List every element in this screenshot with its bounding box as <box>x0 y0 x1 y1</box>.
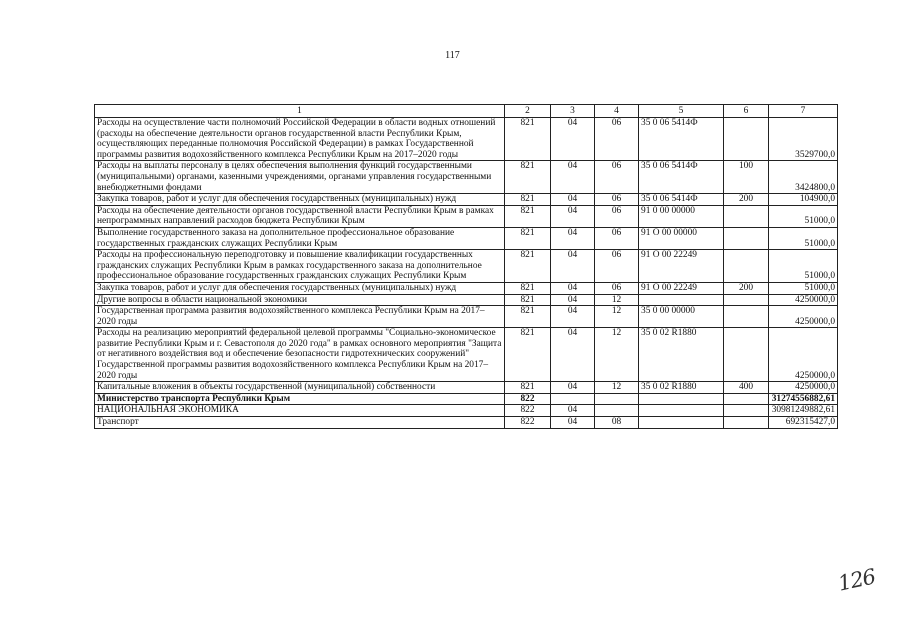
handwritten-page-note: 126 <box>835 564 878 596</box>
table-row <box>95 205 838 227</box>
amount-cell: 3424800,0 <box>769 161 838 194</box>
grbs-code-cell: 822 <box>505 405 551 417</box>
subsection-code-cell: 06 <box>595 161 639 194</box>
expense-type-cell: 100 <box>724 161 769 194</box>
row-name-cell: Закупка товаров, работ и услуг для обеспечения государственных (муниципальных) нужд <box>95 194 505 206</box>
section-code-cell: 04 <box>551 294 595 306</box>
table-row <box>95 227 838 249</box>
row-name-cell: Расходы на осуществление части полномочий Российской Федерации в области водных отношений (расходы на обеспечение деятельности органов государственной власти Республики Крым, осуществляющих переданные полномочия Российской Федерации) в рамках Государственной программы развития водохозяйственного комплекса Республики Крым на 2017–2020 годы <box>95 118 505 161</box>
target-article-cell: 35 0 06 5414Ф <box>639 161 724 194</box>
row-name-cell: Другие вопросы в области национальной экономики <box>95 294 505 306</box>
amount-cell: 51000,0 <box>769 250 838 283</box>
target-article-cell: 91 0 00 00000 <box>639 205 724 227</box>
expense-type-cell <box>724 294 769 306</box>
grbs-code-cell: 821 <box>505 328 551 382</box>
expense-type-cell <box>724 227 769 249</box>
section-code-cell: 04 <box>551 405 595 417</box>
section-code-cell: 04 <box>551 227 595 249</box>
table-row <box>95 250 838 283</box>
column-header: 1 <box>95 105 505 118</box>
row-name-cell: Расходы на обеспечение деятельности органов государственной власти Республики Крым в рамках непрограммных направлений расходов бюджета Республики Крым <box>95 205 505 227</box>
grbs-code-cell: 821 <box>505 205 551 227</box>
expense-type-cell <box>724 417 769 429</box>
section-code-cell: 04 <box>551 328 595 382</box>
grbs-code-cell: 821 <box>505 118 551 161</box>
target-article-cell: 35 0 00 00000 <box>639 306 724 328</box>
expense-type-cell: 200 <box>724 282 769 294</box>
row-name-cell: Расходы на профессиональную переподготовку и повышение квалификации государственных гражданских служащих Республики Крым в рамках государственного заказа на дополнительное профессиональное образование государственных гражданских служащих Республики Крым <box>95 250 505 283</box>
expense-type-cell: 200 <box>724 194 769 206</box>
grbs-code-cell: 821 <box>505 227 551 249</box>
subsection-code-cell: 12 <box>595 328 639 382</box>
subsection-code-cell: 12 <box>595 382 639 394</box>
section-code-cell: 04 <box>551 250 595 283</box>
expense-type-cell <box>724 328 769 382</box>
row-name-cell: Расходы на выплаты персоналу в целях обеспечения выполнения функций государственными (муниципальными) органами, казенными учреждениями, органами управления государственными внебюджетными фондами <box>95 161 505 194</box>
subsection-code-cell <box>595 405 639 417</box>
amount-cell: 4250000,0 <box>769 306 838 328</box>
subsection-code-cell <box>595 393 639 405</box>
section-code-cell: 04 <box>551 161 595 194</box>
expense-type-cell: 400 <box>724 382 769 394</box>
table-row <box>95 161 838 194</box>
target-article-cell <box>639 417 724 429</box>
grbs-code-cell: 821 <box>505 194 551 206</box>
subsection-code-cell: 06 <box>595 194 639 206</box>
target-article-cell: 35 0 06 5414Ф <box>639 118 724 161</box>
table-row <box>95 393 838 405</box>
subsection-code-cell: 06 <box>595 250 639 283</box>
column-header: 4 <box>595 105 639 118</box>
table-row <box>95 417 838 429</box>
grbs-code-cell: 821 <box>505 306 551 328</box>
subsection-code-cell: 06 <box>595 227 639 249</box>
expense-type-cell <box>724 405 769 417</box>
target-article-cell <box>639 294 724 306</box>
section-code-cell: 04 <box>551 382 595 394</box>
table-row <box>95 194 838 206</box>
grbs-code-cell: 822 <box>505 417 551 429</box>
row-name-cell: Транспорт <box>95 417 505 429</box>
section-code-cell: 04 <box>551 282 595 294</box>
row-name-cell: Государственная программа развития водохозяйственного комплекса Республики Крым на 2017–2020 годы <box>95 306 505 328</box>
subsection-code-cell: 12 <box>595 294 639 306</box>
amount-cell: 31274556882,61 <box>769 393 838 405</box>
grbs-code-cell: 821 <box>505 250 551 283</box>
amount-cell: 3529700,0 <box>769 118 838 161</box>
subsection-code-cell: 12 <box>595 306 639 328</box>
column-header: 7 <box>769 105 838 118</box>
target-article-cell: 91 О 00 00000 <box>639 227 724 249</box>
grbs-code-cell: 821 <box>505 161 551 194</box>
row-name-cell: Выполнение государственного заказа на дополнительное профессиональное образование государственных гражданских служащих Республики Крым <box>95 227 505 249</box>
grbs-code-cell: 821 <box>505 294 551 306</box>
budget-table <box>94 104 838 429</box>
row-name-cell: Расходы на реализацию мероприятий федеральной целевой программы "Социально-экономическое развитие Республики Крым и г. Севастополя до 2020 года" в рамках основного мероприятия "Защита от негативного воздействия вод и обеспечение безопасности гидротехнических сооружений" Государственной программы развития водохозяйственного комплекса Республики Крым на 2017–2020 годы <box>95 328 505 382</box>
expense-type-cell <box>724 306 769 328</box>
target-article-cell: 91 О 00 22249 <box>639 250 724 283</box>
subsection-code-cell: 06 <box>595 205 639 227</box>
target-article-cell <box>639 393 724 405</box>
amount-cell: 51000,0 <box>769 282 838 294</box>
table-body <box>95 118 838 429</box>
section-code-cell <box>551 393 595 405</box>
amount-cell: 51000,0 <box>769 227 838 249</box>
target-article-cell: 35 0 06 5414Ф <box>639 194 724 206</box>
expense-type-cell <box>724 205 769 227</box>
row-name-cell: Министерство транспорта Республики Крым <box>95 393 505 405</box>
grbs-code-cell: 822 <box>505 393 551 405</box>
row-name-cell: Капитальные вложения в объекты государственной (муниципальной) собственности <box>95 382 505 394</box>
grbs-code-cell: 821 <box>505 382 551 394</box>
expense-type-cell <box>724 250 769 283</box>
amount-cell: 4250000,0 <box>769 382 838 394</box>
header-row <box>95 105 838 118</box>
amount-cell: 104900,0 <box>769 194 838 206</box>
target-article-cell: 35 0 02 R1880 <box>639 328 724 382</box>
grbs-code-cell: 821 <box>505 282 551 294</box>
expense-type-cell <box>724 393 769 405</box>
amount-cell: 51000,0 <box>769 205 838 227</box>
target-article-cell <box>639 405 724 417</box>
section-code-cell: 04 <box>551 306 595 328</box>
table-row <box>95 118 838 161</box>
expense-type-cell <box>724 118 769 161</box>
amount-cell: 4250000,0 <box>769 294 838 306</box>
column-header: 5 <box>639 105 724 118</box>
column-header: 6 <box>724 105 769 118</box>
target-article-cell: 35 0 02 R1880 <box>639 382 724 394</box>
subsection-code-cell: 06 <box>595 282 639 294</box>
amount-cell: 692315427,0 <box>769 417 838 429</box>
target-article-cell: 91 О 00 22249 <box>639 282 724 294</box>
subsection-code-cell: 08 <box>595 417 639 429</box>
column-header: 2 <box>505 105 551 118</box>
column-header: 3 <box>551 105 595 118</box>
section-code-cell: 04 <box>551 194 595 206</box>
row-name-cell: Закупка товаров, работ и услуг для обеспечения государственных (муниципальных) нужд <box>95 282 505 294</box>
table-row <box>95 282 838 294</box>
table-row <box>95 306 838 328</box>
section-code-cell: 04 <box>551 205 595 227</box>
row-name-cell: НАЦИОНАЛЬНАЯ ЭКОНОМИКА <box>95 405 505 417</box>
amount-cell: 4250000,0 <box>769 328 838 382</box>
table-row <box>95 405 838 417</box>
page-number: 117 <box>445 50 460 61</box>
table-row <box>95 294 838 306</box>
amount-cell: 30981249882,61 <box>769 405 838 417</box>
section-code-cell: 04 <box>551 118 595 161</box>
section-code-cell: 04 <box>551 417 595 429</box>
subsection-code-cell: 06 <box>595 118 639 161</box>
table-row <box>95 382 838 394</box>
table-row <box>95 328 838 382</box>
